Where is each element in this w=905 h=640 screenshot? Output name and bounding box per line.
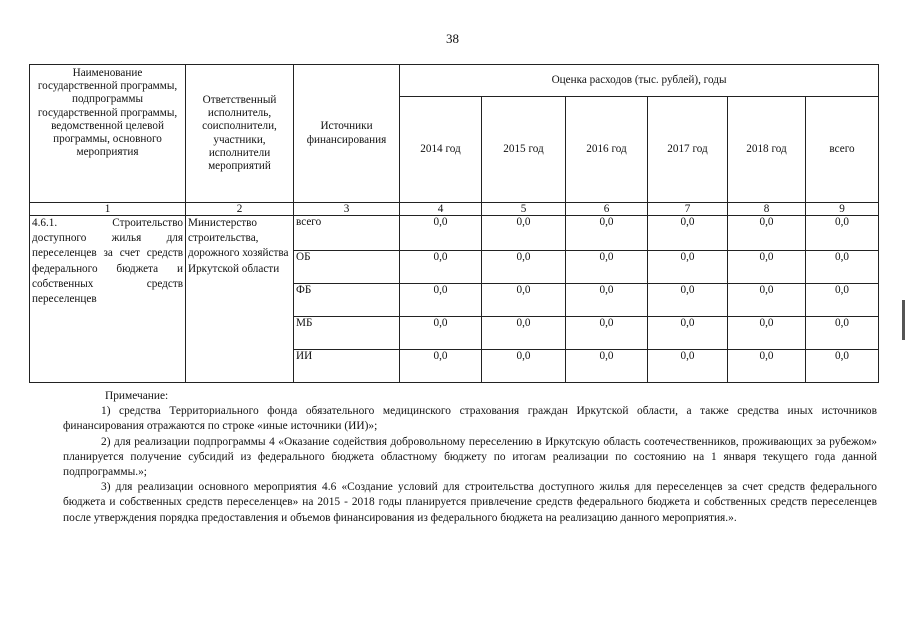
- source-cell: ОБ: [294, 251, 400, 284]
- value-cell: 0,0: [806, 350, 879, 383]
- column-number: 9: [806, 203, 879, 216]
- header-sources: Источники финансирования: [294, 65, 400, 203]
- value-cell: 0,0: [566, 284, 648, 317]
- note-item: 2) для реализации подпрограммы 4 «Оказание содействия добровольному переселению в Иркутскую область соотечественников, проживающих за рубежом» планируется получение субсидий из федерального бюджета областному бюджету по итогам реализации по состоянию на 1 января текущего года данной подпрограммы.»;: [63, 435, 877, 479]
- program-name-cell: 4.6.1. Строительство доступного жилья для переселенцев за счет средств федерального бюджета и собственных средств переселенцев: [30, 216, 186, 383]
- value-cell: 0,0: [400, 284, 482, 317]
- column-number: 6: [566, 203, 648, 216]
- value-cell: 0,0: [400, 317, 482, 350]
- table-row: [30, 216, 879, 251]
- value-cell: 0,0: [648, 251, 728, 284]
- value-cell: 0,0: [400, 251, 482, 284]
- header-total: всего: [806, 97, 879, 203]
- header-estimate: Оценка расходов (тыс. рублей), годы: [400, 65, 879, 97]
- header-year-2016: 2016 год: [566, 97, 648, 203]
- value-cell: 0,0: [648, 317, 728, 350]
- value-cell: 0,0: [806, 284, 879, 317]
- value-cell: 0,0: [728, 284, 806, 317]
- notes-section: [63, 389, 877, 526]
- column-number: 2: [186, 203, 294, 216]
- value-cell: 0,0: [482, 350, 566, 383]
- header-year-2017: 2017 год: [648, 97, 728, 203]
- value-cell: 0,0: [482, 251, 566, 284]
- value-cell: 0,0: [728, 350, 806, 383]
- header-program-name: Наименование государственной программы, подпрограммы государственной программы, ведомственной целевой программы, основного мероприятия: [30, 65, 186, 203]
- header-executor: Ответственный исполнитель, соисполнители, участники, исполнители мероприятий: [186, 65, 294, 203]
- column-number: 4: [400, 203, 482, 216]
- source-cell: ФБ: [294, 284, 400, 317]
- value-cell: 0,0: [566, 251, 648, 284]
- column-number: 8: [728, 203, 806, 216]
- column-number: 3: [294, 203, 400, 216]
- column-number: 7: [648, 203, 728, 216]
- executor-cell: Министерство строительства, дорожного хозяйства Иркутской области: [186, 216, 294, 383]
- value-cell: 0,0: [482, 317, 566, 350]
- value-cell: 0,0: [728, 317, 806, 350]
- header-year-2015: 2015 год: [482, 97, 566, 203]
- page-number: 38: [446, 31, 459, 46]
- value-cell: 0,0: [728, 251, 806, 284]
- note-item: 3) для реализации основного мероприятия 4.6 «Создание условий для строительства доступного жилья для переселенцев за счет средств федерального бюджета и собственных средств переселенцев» на 2015 - 2018 годы планируется привлечение средств федерального бюджета и собственных средств переселенцев после утверждения порядка предоставления и объемов финансирования из федерального бюджета на реализацию данного мероприятия.».: [63, 481, 877, 524]
- value-cell: 0,0: [566, 350, 648, 383]
- value-cell: 0,0: [806, 317, 879, 350]
- value-cell: 0,0: [648, 216, 728, 251]
- note-item: 1) средства Территориального фонда обязательного медицинского страхования граждан Иркутской области, а также средства иных источников финансирования отражаются по строке «иные источники (ИИ)»;: [63, 405, 877, 433]
- notes-title: Примечание:: [105, 390, 169, 402]
- source-cell: МБ: [294, 317, 400, 350]
- value-cell: 0,0: [806, 251, 879, 284]
- value-cell: 0,0: [566, 216, 648, 251]
- header-year-2014: 2014 год: [400, 97, 482, 203]
- value-cell: 0,0: [400, 350, 482, 383]
- column-number: 1: [30, 203, 186, 216]
- value-cell: 0,0: [728, 216, 806, 251]
- column-number: 5: [482, 203, 566, 216]
- value-cell: 0,0: [482, 284, 566, 317]
- value-cell: 0,0: [806, 216, 879, 251]
- header-year-2018: 2018 год: [728, 97, 806, 203]
- column-number-row: [30, 203, 879, 216]
- value-cell: 0,0: [648, 350, 728, 383]
- value-cell: 0,0: [566, 317, 648, 350]
- value-cell: 0,0: [482, 216, 566, 251]
- source-cell: всего: [294, 216, 400, 251]
- budget-table: [29, 64, 879, 383]
- source-cell: ИИ: [294, 350, 400, 383]
- value-cell: 0,0: [400, 216, 482, 251]
- value-cell: 0,0: [648, 284, 728, 317]
